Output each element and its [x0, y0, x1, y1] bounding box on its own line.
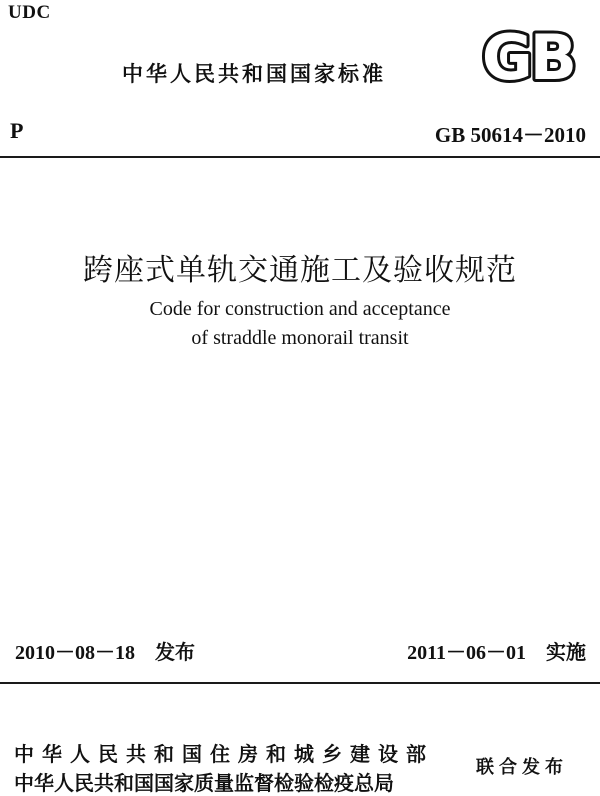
- top-divider: [0, 156, 600, 158]
- gb-logo-text: GB: [481, 26, 575, 86]
- implement-date: 2011－06－01: [407, 642, 526, 664]
- bottom-divider: [0, 682, 600, 684]
- publisher-aqsiq: 中华人民共和国国家质量监督检验检疫总局: [14, 771, 394, 795]
- gb-logo: [466, 26, 590, 86]
- issue-info: [15, 636, 195, 665]
- joint-issue-label: 联合发布: [476, 757, 568, 778]
- issue-label: 发布: [155, 640, 195, 664]
- title-english-line2: of straddle monorail transit: [191, 327, 409, 349]
- implement-label: 实施: [546, 640, 586, 664]
- title-chinese: 跨座式单轨交通施工及验收规范: [83, 253, 517, 288]
- standard-number: GB 50614－2010: [434, 123, 586, 147]
- national-standard-heading: 中华人民共和国国家标准: [122, 62, 386, 86]
- title-english-line1: Code for construction and acceptance: [149, 298, 451, 320]
- publisher-ministry: 中华人民共和国住房和城乡建设部: [14, 742, 434, 766]
- issue-date: 2010－08－18: [15, 642, 135, 664]
- category-letter: P: [10, 118, 24, 143]
- udc-label: UDC: [8, 2, 51, 23]
- implement-info: [407, 636, 586, 665]
